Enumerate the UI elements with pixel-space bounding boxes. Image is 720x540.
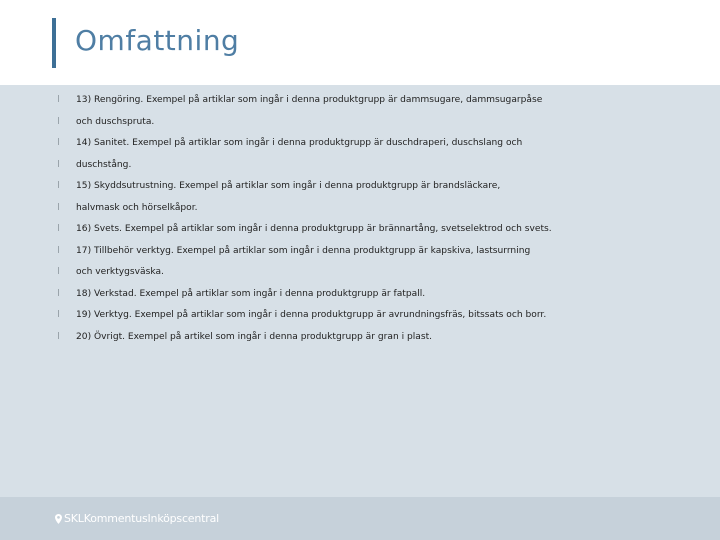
bullet-text: 20) Övrigt. Exempel på artikel som ingår i denna produktgrupp är gran i plast.	[76, 332, 433, 342]
bullet-item	[0, 199, 720, 217]
bullet-item	[0, 177, 720, 195]
bullet-marker	[58, 224, 59, 231]
bullet-marker	[58, 181, 59, 188]
bullet-text: 17) Tillbehör verktyg. Exempel på artiklar som ingår i denna produktgrupp är kapskiva, lastsurrning	[76, 246, 531, 256]
bullet-item	[0, 263, 720, 281]
bullet-marker	[58, 310, 59, 317]
bullet-item	[0, 242, 720, 260]
bullet-text: och duschspruta.	[76, 117, 155, 127]
bullet-text: duschstång.	[76, 160, 132, 170]
bullet-marker	[58, 203, 59, 210]
bullet-item	[0, 156, 720, 174]
page-title: Omfattning	[75, 24, 240, 57]
bullet-text: 14) Sanitet. Exempel på artiklar som ingår i denna produktgrupp är duschdraperi, duschslang och	[76, 138, 523, 148]
slide-footer	[0, 497, 720, 540]
bullet-item	[0, 285, 720, 303]
bullet-marker	[58, 289, 59, 296]
bullet-marker	[58, 117, 59, 124]
footer-logo-text: SKLKommentusInköpscentral	[64, 512, 219, 525]
bullet-marker	[58, 95, 59, 102]
bullet-marker	[58, 267, 59, 274]
footer-logo	[55, 512, 219, 525]
bullet-item	[0, 328, 720, 346]
bullet-text: 13) Rengöring. Exempel på artiklar som ingår i denna produktgrupp är dammsugare, dammsugarpåse	[76, 95, 543, 105]
bullet-text: 19) Verktyg. Exempel på artiklar som ingår i denna produktgrupp är avrundningsfräs, bitssats och borr.	[76, 310, 547, 320]
bullet-item	[0, 113, 720, 131]
bullet-text: och verktygsväska.	[76, 267, 164, 277]
title-accent-bar	[52, 18, 56, 68]
content-area	[0, 85, 720, 497]
slide-header	[0, 0, 720, 85]
bullet-item	[0, 220, 720, 238]
bullet-text: 16) Svets. Exempel på artiklar som ingår i denna produktgrupp är brännartång, svetselektrod och svets.	[76, 224, 552, 234]
bullet-text: 18) Verkstad. Exempel på artiklar som ingår i denna produktgrupp är fatpall.	[76, 289, 426, 299]
bullet-item	[0, 306, 720, 324]
bullet-marker	[58, 160, 59, 167]
bullet-text: 15) Skyddsutrustning. Exempel på artiklar som ingår i denna produktgrupp är brandsläckare,	[76, 181, 501, 191]
bullet-text: halvmask och hörselkåpor.	[76, 203, 198, 213]
bullet-item	[0, 134, 720, 152]
bullet-item	[0, 91, 720, 109]
bullet-marker	[58, 246, 59, 253]
bullet-marker	[58, 332, 59, 339]
location-pin-icon	[55, 514, 62, 524]
bullet-marker	[58, 138, 59, 145]
